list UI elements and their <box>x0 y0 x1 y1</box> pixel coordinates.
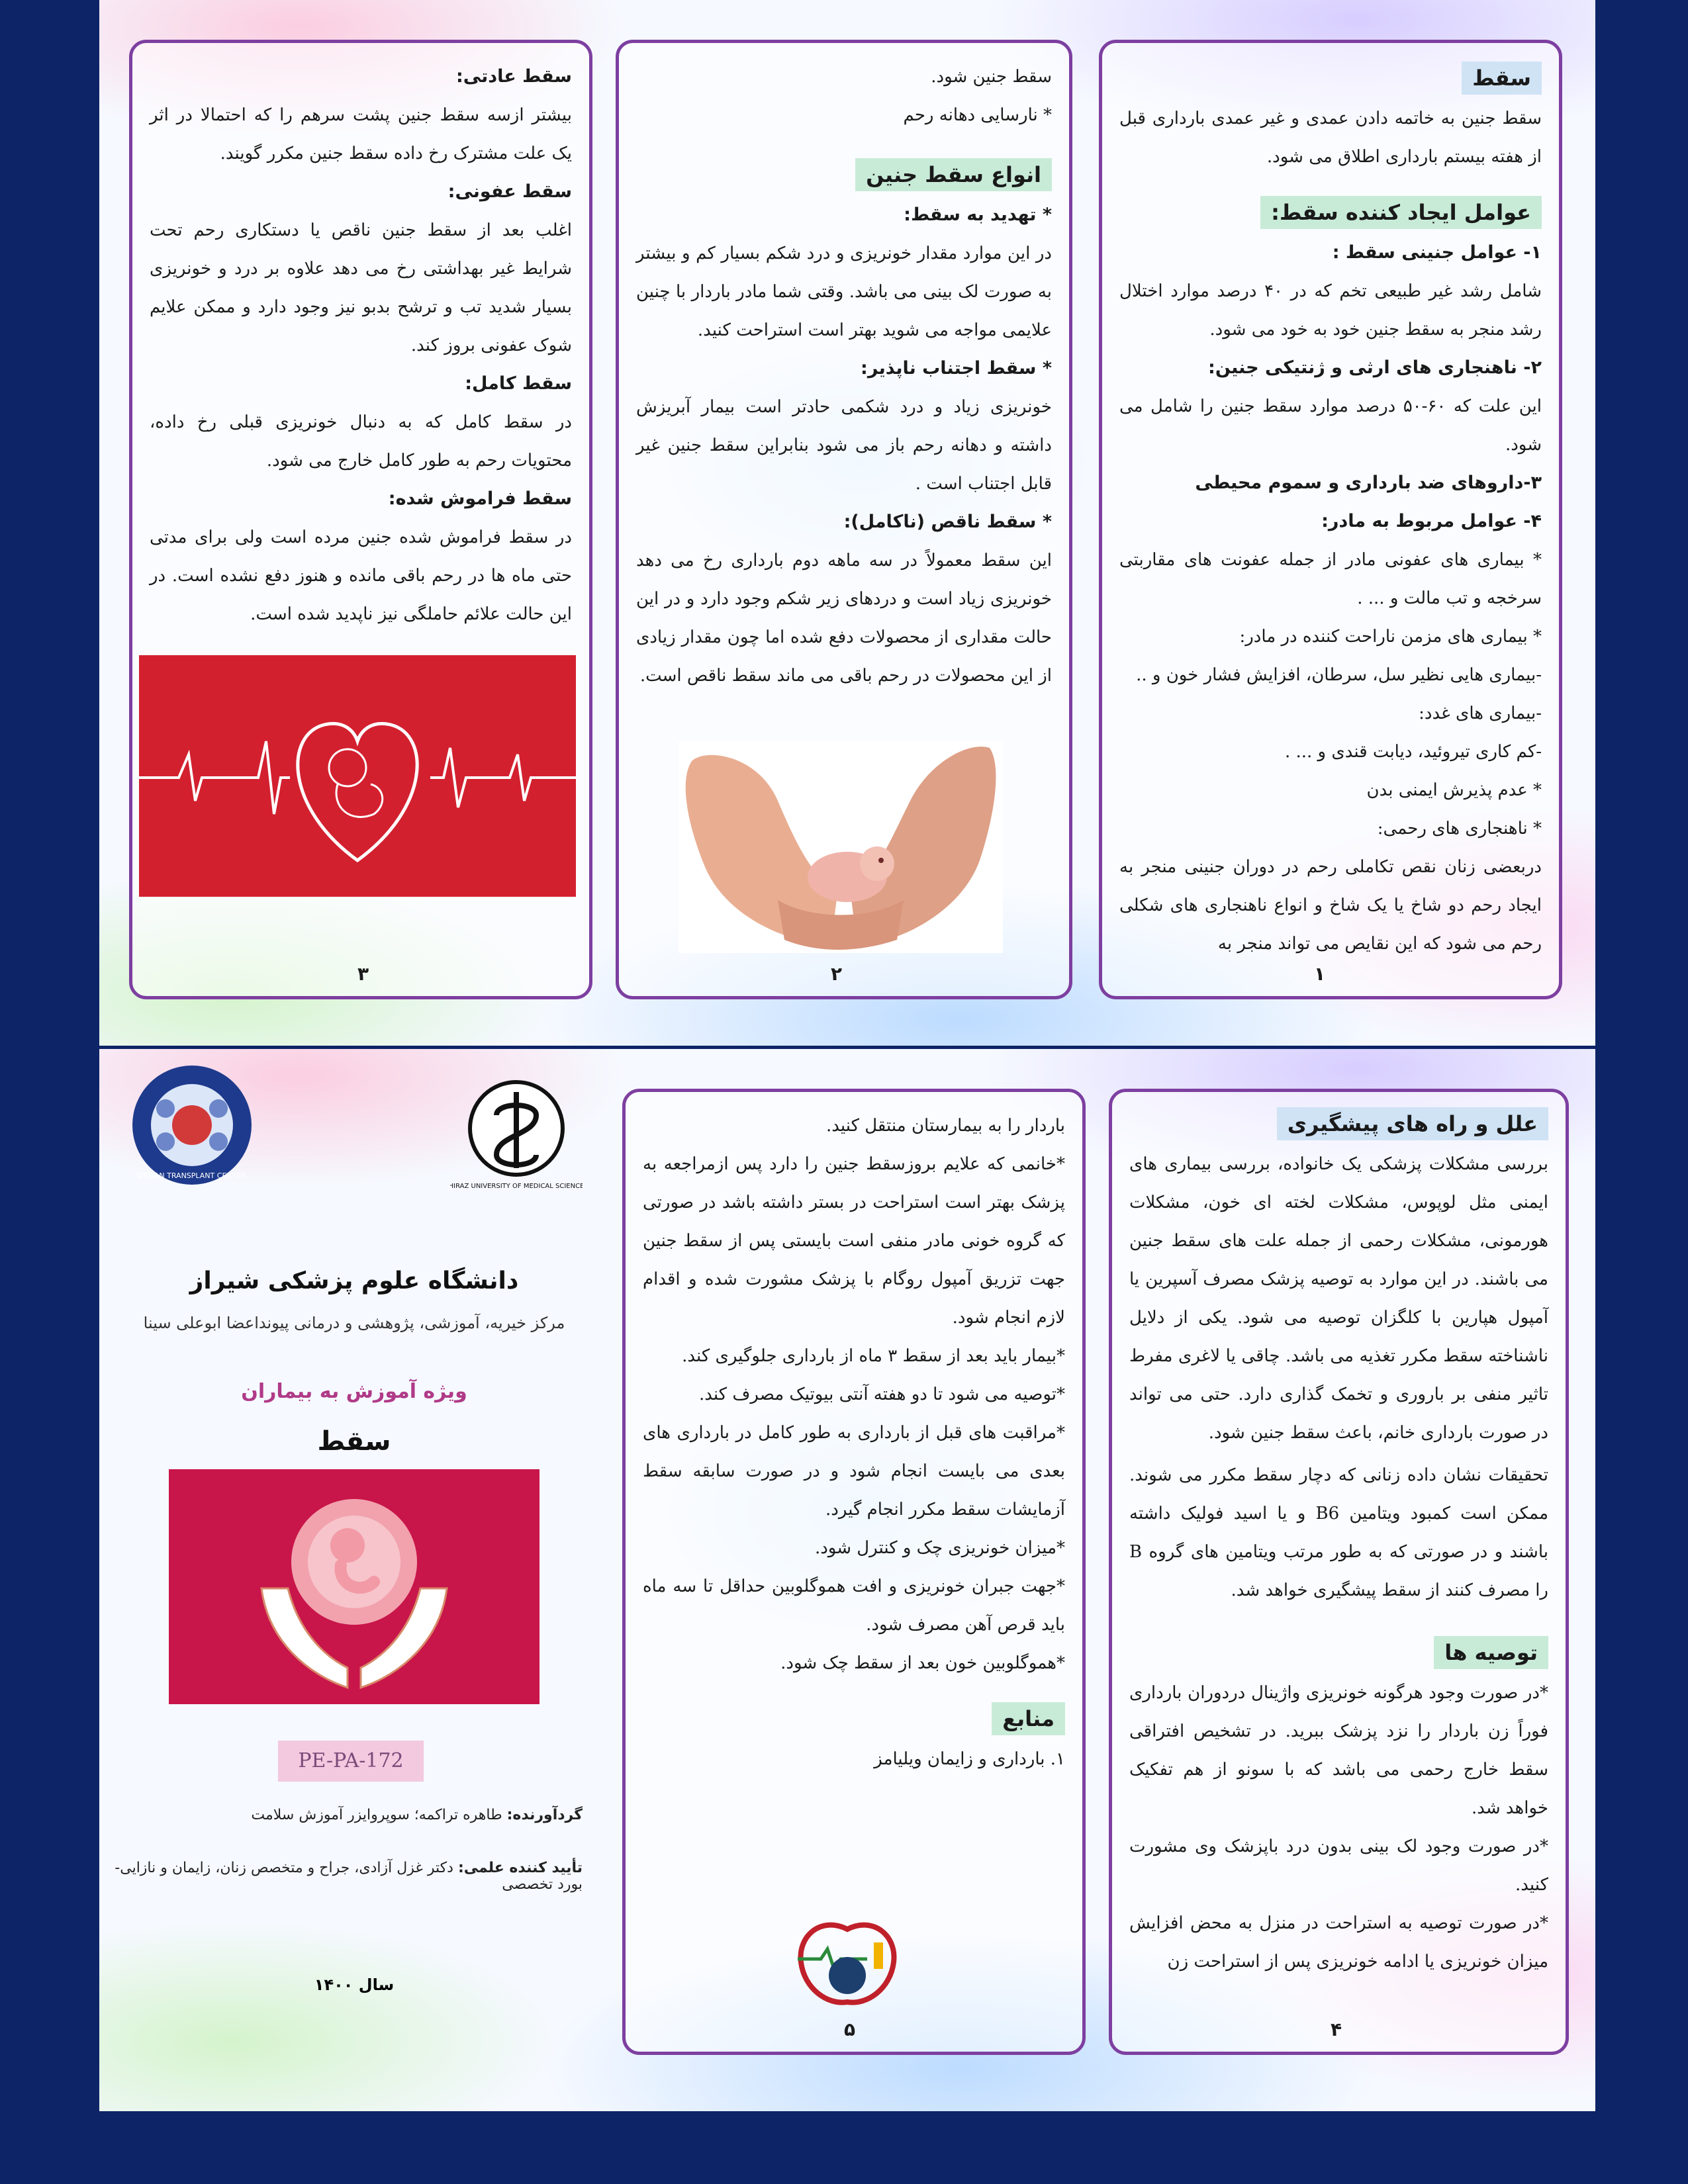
compiler-credit <box>251 1807 583 1823</box>
septic-text: اغلب بعد از سقط جنین ناقص یا دستکاری رحم تحت شرایط غیر بهداشتی رخ می دهد علاوه بر درد و خونریزی بسیار شدید تب و ترشح بدبو نیز وجود دارد و ممکن علایم شوک عفونی بروز کند. <box>150 220 572 355</box>
care-5: *میزان خونریزی چک و کنترل شود. <box>814 1538 1065 1558</box>
care-7: *هموگلوبین خون بعد از سقط چک شود. <box>780 1653 1065 1673</box>
care-1: *خانمی که علایم بروزسقط جنین را دارد پس ازمراجعه به پزشک بهتر است استراحت در بستر داشته باشد در صورتی که گروه خونی مادر منفی است بایستی پس از سقط جنین جهت تزریق آمپول روگام با پزشک مشورت شده و اقدام لازم انجام شود. <box>643 1154 1065 1328</box>
bullet-5: -کم کاری تیروئید، دیابت قندی و ... . <box>1284 742 1542 762</box>
type-3-text: این سقط معمولاً در سه ماهه دوم بارداری رخ می دهد خونریزی زیاد است و دردهای زیر شکم وجود دارد و در این حالت مقداری از محصولات دفع شده اما چون مقدار زیادی از این محصولات در رحم باقی می ماند سقط ناقص است. <box>636 551 1052 686</box>
heartbeat-fetus-image <box>139 655 576 897</box>
habitual-text: بیشتر ازسه سقط جنین پشت سرهم را که احتمالا در اثر یک علت مشترک رخ داده سقط جنین مکرر گویند. <box>150 105 572 163</box>
factor-3-title: ۳-داروهای ضد بارداری و سموم محیطی <box>1195 473 1542 493</box>
hands-womb-illustration <box>169 1469 539 1704</box>
panel-1 <box>1099 40 1562 999</box>
document-code: PE-PA-172 <box>278 1741 424 1782</box>
approver-credit <box>99 1860 583 1893</box>
compiler-name: طاهره تراکمه؛ سوپروایزر آموزش سلامت <box>251 1807 502 1823</box>
prevention-text-1: بررسی مشکلات پزشکی یک خانواده، بررسی بیماری های ایمنی مثل لوپوس، مشکلات لخته ای خون، مشکلات هورمونی، مشکلات رحمی از جمله علت های سقط جنین می باشند. در این موارد به توصیه پزشک مصرف آسپرین یا آمپول هپارین با کلگزان توصیه می شود. یکی از دلایل ناشناخته سقط مکرر تغذیه می باشد. چاقی یا لاغری مفرط تاثیر منفی بر باروری و تخمک گذاری دارد. حتی می تواند در صورت بارداری خانم، باعث سقط جنین شود. <box>1129 1154 1548 1443</box>
university-name: دانشگاه علوم پزشکی شیراز <box>189 1267 519 1295</box>
bullet-4: -بیماری های غدد: <box>1419 704 1542 723</box>
approver-label: تأیید کننده علمی: <box>457 1860 583 1876</box>
heading-recommendations: توصیه ها <box>1434 1636 1548 1669</box>
page-number: ۵ <box>844 2019 856 2040</box>
center-name: مرکز خیریه، آموزشی، پژوهشی و درمانی پیونداعضا ابوعلی سینا <box>143 1314 565 1332</box>
bullet-3: -بیماری هایی نظیر سل، سرطان، افزایش فشار خون و .. <box>1136 665 1542 685</box>
recommendation-2: *در صورت وجود لک بینی بدون درد باپزشک وی مشورت کنید. <box>1129 1837 1548 1895</box>
cover-panel <box>99 1049 609 2111</box>
bullet-7: * ناهنجاری های رحمی: <box>1377 819 1542 839</box>
university-logo-icon <box>450 1062 583 1195</box>
heading-causes: عوامل ایجاد کننده سقط: <box>1260 196 1542 229</box>
type-3-title: * سقط ناقص (ناکامل): <box>843 512 1052 532</box>
logo-right-label: SHIRAZ UNIVERSITY OF MEDICAL SCIENCES <box>450 1183 583 1190</box>
heading-miscarriage: سقط <box>1462 62 1542 95</box>
cover-title: سقط <box>317 1426 391 1457</box>
bullet-8: دربعضی زنان نقص تکاملی رحم در دوران جنینی منجر به ایجاد رحم دو شاخ یا یک شاخ و انواع ناهنجاری های شکلی رحم می شود که این نقایص می تواند منجر به <box>1119 857 1542 954</box>
page-number: ۲ <box>831 963 843 985</box>
continued-text: سقط جنین شود. <box>931 67 1052 87</box>
factor-1-text: شامل رشد غیر طبیعی تخم که در ۴۰ درصد موارد اختلال رشد منجر به سقط جنین خود به خود می شود. <box>1119 281 1542 340</box>
care-4: *مراقبت های قبل از بارداری به طور کامل در بارداری های بعدی می بایست انجام شود و در صورت سابقه سقط آزمایشات سقط مکرر انجام گیرد. <box>643 1423 1065 1520</box>
habitual-title: سقط عادتی: <box>456 66 572 87</box>
septic-title: سقط عفونی: <box>447 181 572 202</box>
factor-1-title: ۱- عوامل جنینی سقط : <box>1332 242 1542 263</box>
hands-illustration <box>679 741 1003 953</box>
approver-name: دکتر غزل آزادی، جراح و متخصص زنان، زایمان و نازایی- بورد تخصصی <box>115 1860 583 1893</box>
publication-year: سال ۱۴۰۰ <box>314 1976 395 1994</box>
definition-text: سقط جنین به خاتمه دادن عمدی و غیر عمدی بارداری قبل از هفته بیستم بارداری اطلاق می شود. <box>1119 109 1542 167</box>
shiraz-university-logo <box>450 1062 583 1195</box>
type-2-title: * سقط اجتناب ناپذیر: <box>861 358 1052 379</box>
care-3: *توصیه می شود تا دو هفته آنتی بیوتیک مصرف کند. <box>699 1385 1065 1404</box>
page-number: ۴ <box>1331 2019 1342 2040</box>
bullet-2: * بیماری های مزمن ناراحت کننده در مادر: <box>1239 627 1542 647</box>
recommendation-3: *در صورت توصیه به استراحت در منزل به محض افزایش میزان خونریزی یا ادامه خونریزی پس از استراحت زن <box>1129 1913 1548 1972</box>
factor-4-title: ۴- عوامل مربوط به مادر: <box>1321 511 1542 531</box>
complete-title: سقط کامل: <box>465 373 572 394</box>
health-education-logo <box>794 1909 900 2009</box>
patient-education-label: ویژه آموزش به بیماران <box>241 1380 467 1403</box>
care-2: *بیمار باید بعد از سقط ۳ ماه از بارداری جلوگیری کند. <box>682 1346 1065 1366</box>
type-2-text: خونریزی زیاد و درد شکمی حادتر است بیمار آبریزش داشته و دهانه رحم باز می شود بنابراین سقط جنین غیر قابل اجتناب است . <box>636 397 1052 494</box>
prevention-text-2: تحقیقات نشان داده زنانی که دچار سقط مکرر می شوند. ممکن است کمبود ویتامین B6 و یا اسید فولیک داشته باشند و در صورتی که به طور مرتب ویتامین های گروه B را مصرف کنند از سقط پیشگیری خواهد شد. <box>1129 1465 1548 1600</box>
missed-title: سقط فراموش شده: <box>388 488 572 509</box>
recommendation-1: *در صورت وجود هرگونه خونریزی واژینال دردوران بارداری فوراً زن باردار را نزد پزشک ببرید. در تشخیص افتراقی سقط خارج رحمی می باشد که با سونو از هم تفکیک خواهد شد. <box>1129 1683 1548 1818</box>
transplant-logo-icon <box>129 1062 255 1188</box>
heading-references: منابع <box>992 1702 1065 1735</box>
continued-text: باردار را به بیمارستان منتقل کنید. <box>825 1116 1065 1136</box>
cover-fetus-image <box>169 1469 539 1704</box>
heartbeat-illustration <box>139 655 576 897</box>
panel-4 <box>1109 1089 1569 2055</box>
care-6: *جهت جبران خونریزی و افت هموگلوبین حداقل تا سه ماه باید قرص آهن مصرف شود. <box>643 1576 1065 1635</box>
heading-types: انواع سقط جنین <box>855 158 1052 191</box>
logo-left-label: ORGAN TRANSPLANT CENTER <box>138 1171 246 1180</box>
missed-text: در سقط فراموش شده جنین مرده است ولی برای مدتی حتی ماه ها در رحم باقی مانده و هنوز دفع نشده است. در این حالت علائم حاملگی نیز ناپدید شده است. <box>150 527 572 624</box>
compiler-label: گردآورنده: <box>506 1807 583 1823</box>
apple-logo-icon <box>794 1909 900 2009</box>
reference-1: ۱. بارداری و زایمان ویلیامز <box>874 1749 1065 1769</box>
brochure-inside-sheet <box>99 0 1595 1046</box>
factor-2-text: این علت که ۶۰-۵۰ درصد موارد سقط جنین را شامل می شود. <box>1119 396 1542 455</box>
factor-2-title: ۲- ناهنجاری های ارثی و ژنتیکی جنین: <box>1208 357 1542 378</box>
type-1-title: * تهدید به سقط: <box>904 205 1052 225</box>
cervical-insufficiency: * نارسایی دهانه رحم <box>903 105 1052 125</box>
type-1-text: در این موارد مقدار خونریزی و درد شکم بسیار کم و بیشتر به صورت لک بینی می باشد. وقتی شما مادر باردار با چنین علایمی مواجه می شوید بهتر است استراحت کنید. <box>636 244 1052 340</box>
bullet-6: * عدم پذیرش ایمنی بدن <box>1366 780 1542 800</box>
organ-transplant-center-logo <box>129 1062 255 1188</box>
bullet-1: * بیماری های عفونی مادر از جمله عفونت های مقاربتی سرخجه و تب مالت و ... . <box>1119 550 1542 608</box>
hands-fetus-image <box>679 741 1003 953</box>
page-number: ۳ <box>357 963 369 985</box>
heading-prevention: علل و راه های پیشگیری <box>1277 1107 1548 1140</box>
page-number: ۱ <box>1314 963 1326 985</box>
complete-text: در سقط کامل که به دنبال خونریزی قبلی رخ داده، محتویات رحم به طور کامل خارج می شود. <box>150 412 572 471</box>
brochure-outside-sheet <box>99 1049 1595 2111</box>
